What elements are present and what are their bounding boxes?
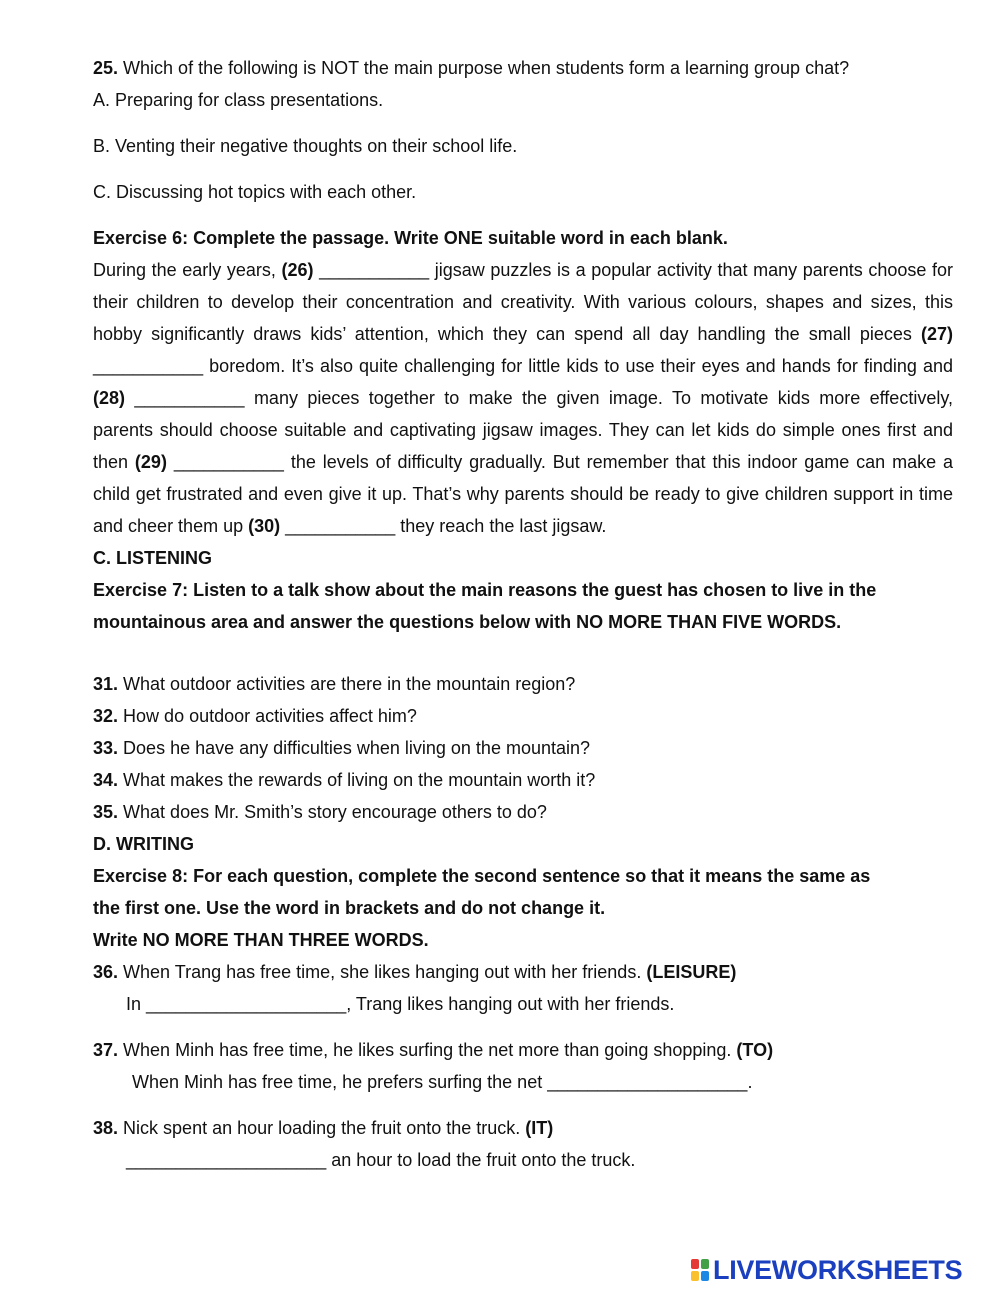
question-34: 34. What makes the rewards of living on the mountain worth it? — [93, 770, 596, 790]
answer-37: When Minh has free time, he prefers surfing the net ____________________. — [132, 1072, 753, 1092]
logo-mark-icon — [691, 1259, 709, 1281]
answer-38: ____________________ an hour to load the fruit onto the truck. — [126, 1150, 636, 1170]
option-a[interactable]: A. Preparing for class presentations. — [93, 90, 384, 110]
blank-number-29: (29) — [134, 452, 167, 472]
question-32: 32. How do outdoor activities affect him? — [93, 706, 417, 726]
keyword: (TO) — [736, 1040, 774, 1060]
exercise-8-title-line2: the first one. Use the word in brackets and do not change it. — [93, 898, 606, 918]
blank-number-28: (28) — [93, 388, 126, 408]
option-b[interactable]: B. Venting their negative thoughts on their school life. — [93, 136, 518, 156]
question-text: Which of the following is NOT the main purpose when students form a learning group chat? — [123, 58, 850, 78]
question-33: 33. Does he have any difficulties when living on the mountain? — [93, 738, 591, 758]
question-25 — [93, 52, 953, 84]
blank-number-27: (27) — [920, 324, 953, 344]
liveworksheets-logo — [691, 1250, 991, 1290]
blank-29[interactable]: ___________ — [173, 452, 284, 472]
keyword: (IT) — [525, 1118, 554, 1138]
blank-number-30: (30) — [248, 516, 281, 536]
exercise-8-title-line3: Write NO MORE THAN THREE WORDS. — [93, 930, 429, 950]
question-37: 37. When Minh has free time, he likes surfing the net more than going shopping. (TO) — [93, 1040, 774, 1060]
blank-38[interactable]: ____________________ — [126, 1150, 327, 1170]
blank-37[interactable]: ____________________ — [547, 1072, 748, 1092]
exercise-6-passage: During the early years, (26) ___________ jigsaw puzzles is a popular activity that many parents choose for their children to develop their concentration and creativity. With various colours, shapes and sizes, this hobby significantly draws kids’ attention, which they can spend all day handling the small pieces (27) ___________ boredom. It’s also quite challenging for little kids to use their eyes and hands for finding and (28) ___________ many pieces together to make the given image. To motivate kids more effectively, parents should choose suitable and captivating jigsaw images. They can let kids do simple ones first and then (29) ___________ the levels of difficulty gradually. But remember that this indoor game can make a child get frustrated and even give it up. That’s why parents should be ready to give children support in time and cheer them up (30) ___________ they reach the last jigsaw. — [93, 260, 953, 536]
blank-27[interactable]: ___________ — [93, 356, 204, 376]
blank-number-26: (26) — [281, 260, 314, 280]
question-35: 35. What does Mr. Smith’s story encourage others to do? — [93, 802, 547, 822]
blank-30[interactable]: ___________ — [285, 516, 396, 536]
section-writing-heading: D. WRITING — [93, 834, 194, 854]
exercise-6-title: Exercise 6: Complete the passage. Write ONE suitable word in each blank. — [93, 228, 728, 248]
keyword: (LEISURE) — [646, 962, 737, 982]
exercise-8-title-line1: Exercise 8: For each question, complete the second sentence so that it means the same as — [93, 866, 871, 886]
question-number: 25. — [93, 58, 119, 78]
question-31: 31. What outdoor activities are there in the mountain region? — [93, 674, 576, 694]
question-36: 36. When Trang has free time, she likes hanging out with her friends. (LEISURE) — [93, 962, 737, 982]
blank-36[interactable]: ____________________ — [146, 994, 347, 1014]
exercise-7-title-line2: mountainous area and answer the questions below with NO MORE THAN FIVE WORDS. — [93, 612, 842, 632]
answer-36: In ____________________, Trang likes hanging out with her friends. — [126, 994, 675, 1014]
blank-28[interactable]: ___________ — [134, 388, 245, 408]
logo-text: LIVEWORKSHEETS — [713, 1254, 963, 1285]
exercise-7-title-line1: Exercise 7: Listen to a talk show about the main reasons the guest has chosen to live in the — [93, 580, 877, 600]
section-listening-heading: C. LISTENING — [93, 548, 213, 568]
blank-26[interactable]: ___________ — [319, 260, 430, 280]
option-c[interactable]: C. Discussing hot topics with each other. — [93, 182, 417, 202]
worksheet-content — [93, 52, 953, 1176]
question-38: 38. Nick spent an hour loading the fruit onto the truck. (IT) — [93, 1118, 554, 1138]
